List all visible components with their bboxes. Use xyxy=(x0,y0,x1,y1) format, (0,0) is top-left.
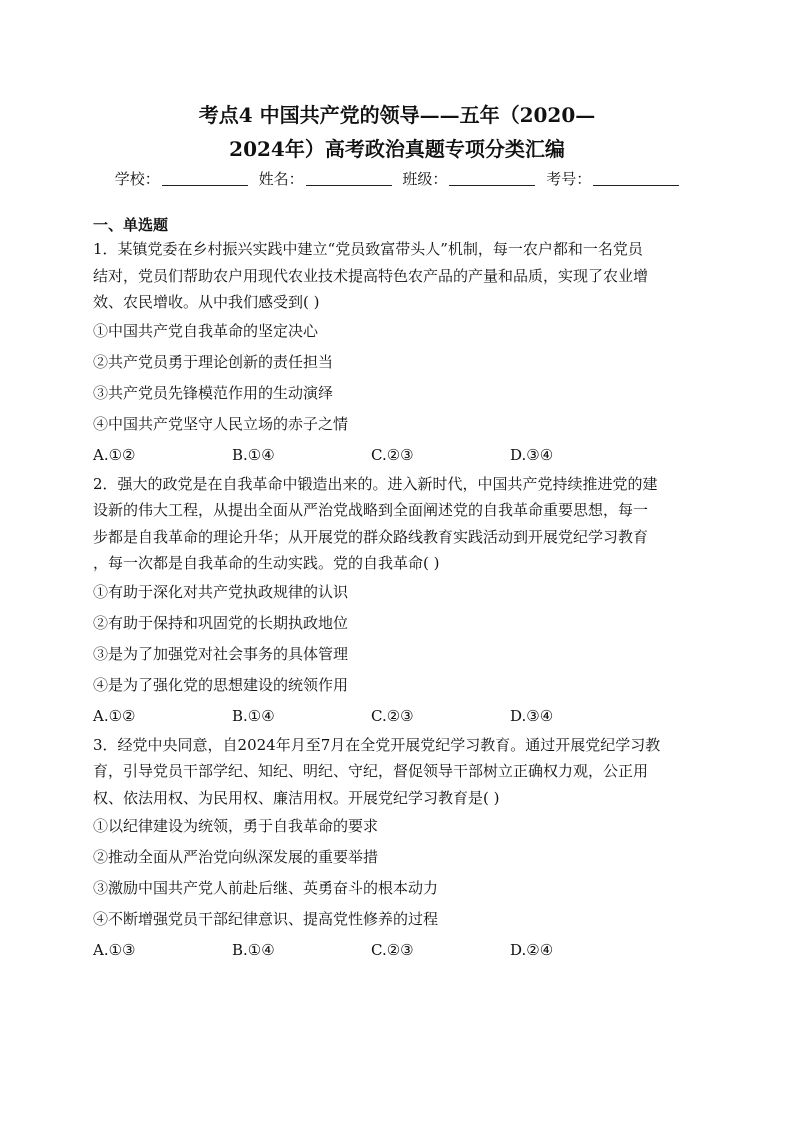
choice-a[interactable]: A.①② xyxy=(93,706,136,725)
statement-option: ③激励中国共产党人前赴后继、英勇奋斗的根本动力 xyxy=(93,879,439,897)
name-label: 姓名： xyxy=(258,170,304,188)
statement-option: ①中国共产党自我革命的坚定决心 xyxy=(93,321,319,340)
statement-option: ③是为了加强党对社会事务的具体管理 xyxy=(93,644,349,663)
exam-number-field[interactable] xyxy=(546,168,679,190)
choice-d[interactable]: D.③④ xyxy=(510,706,554,725)
choice-b[interactable]: B.①④ xyxy=(232,941,275,959)
name-field[interactable] xyxy=(259,168,392,190)
class-blank[interactable] xyxy=(449,169,535,186)
statement-option: ④中国共产党坚守人民立场的赤子之情 xyxy=(93,414,349,433)
question-stem-line: 设新的伟大工程，从提出全面从严治党战略到全面阐述党的自我革命重要思想，每一 xyxy=(93,501,649,519)
choice-b[interactable]: B.①④ xyxy=(232,706,275,725)
question-stem-line: 育，引导党员干部学纪、知纪、明纪、守纪，督促领导干部树立正确权力观，公正用 xyxy=(93,762,649,780)
choice-b[interactable]: B.①④ xyxy=(232,445,275,464)
statement-option: ②共产党员勇于理论创新的责任担当 xyxy=(93,352,334,371)
school-field[interactable] xyxy=(115,168,248,190)
exam-number-label: 考号： xyxy=(546,170,592,188)
class-field[interactable] xyxy=(402,168,535,190)
question-stem-line: 步都是自我革命的理论升华；从开展党的群众路线教育实践活动到开展党纪学习教育 xyxy=(93,527,649,546)
statement-option: ④不断增强党员干部纪律意识、提高党性修养的过程 xyxy=(93,910,439,928)
name-blank[interactable] xyxy=(306,169,392,186)
student-info-fields xyxy=(0,168,794,190)
answer-choices xyxy=(93,935,705,966)
choice-a[interactable]: A.①② xyxy=(93,445,136,464)
question-stem-line: 效、农民增收。从中我们感受到( ) xyxy=(93,293,320,311)
answer-choices xyxy=(93,701,705,732)
choice-a[interactable]: A.①③ xyxy=(93,941,136,959)
exam-number-blank[interactable] xyxy=(593,169,679,186)
question-stem-line: 2．强大的政党是在自我革命中锻造出来的。进入新时代，中国共产党持续推进党的建 xyxy=(93,474,658,493)
document-title-line-2: 2024年）高考政治真题专项分类汇编 xyxy=(229,137,565,161)
question-content xyxy=(93,214,705,966)
document-title-line-1: 考点4 中国共产党的领导——五年（2020— xyxy=(198,103,596,127)
question-stem-line: 权、依法用权、为民用权、廉洁用权。开展党纪学习教育是( ) xyxy=(93,788,500,807)
statement-option: ④是为了强化党的思想建设的统领作用 xyxy=(93,675,349,694)
question-2 xyxy=(93,471,705,732)
statement-option: ②有助于保持和巩固党的长期执政地位 xyxy=(93,613,349,632)
question-stem-line: 结对，党员们帮助农户用现代农业技术提高特色农产品的产量和品质，实现了农业增 xyxy=(93,266,649,285)
school-blank[interactable] xyxy=(162,169,248,186)
answer-choices xyxy=(93,440,705,471)
statement-option: ①有助于深化对共产党执政规律的认识 xyxy=(93,582,349,601)
section-title: 一、单选题 xyxy=(93,216,169,234)
question-stem-line: ，每一次都是自我革命的生动实践。党的自我革命( ) xyxy=(93,554,440,572)
choice-d[interactable]: D.②④ xyxy=(510,941,554,959)
question-stem-line: 1．某镇党委在乡村振兴实践中建立“党员致富带头人”机制，每一农户都和一名党员 xyxy=(93,240,643,258)
choice-d[interactable]: D.③④ xyxy=(510,445,554,464)
choice-c[interactable]: C.②③ xyxy=(371,941,414,959)
choice-c[interactable]: C.②③ xyxy=(371,445,414,464)
question-3 xyxy=(93,732,705,967)
school-label: 学校： xyxy=(114,170,160,188)
class-label: 班级： xyxy=(402,170,448,188)
statement-option: ②推动全面从严治党向纵深发展的重要举措 xyxy=(93,848,379,866)
statement-option: ①以纪律建设为统领，勇于自我革命的要求 xyxy=(93,817,379,835)
choice-c[interactable]: C.②③ xyxy=(371,706,414,725)
statement-option: ③共产党员先锋模范作用的生动演绎 xyxy=(93,383,334,402)
question-1 xyxy=(93,236,705,471)
question-stem-line: 3．经党中央同意，自2024年月至7月在全党开展党纪学习教育。通过开展党纪学习教 xyxy=(93,735,661,754)
